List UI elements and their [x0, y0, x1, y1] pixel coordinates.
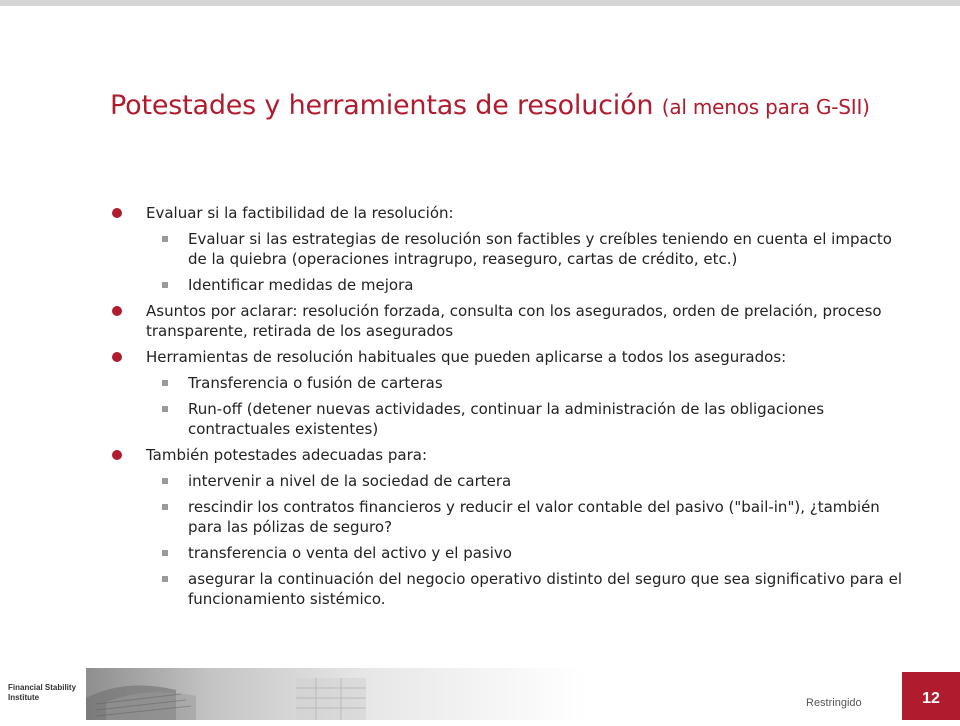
title-main: Potestades y herramientas de resolución	[110, 90, 662, 121]
sub-bullet-text: rescindir los contratos financieros y reducir el valor contable del pasivo ("bail-in"), ¿también para las pólizas de seguro?	[188, 498, 880, 536]
bullet-item	[112, 301, 902, 341]
square-bullet-icon	[162, 406, 168, 412]
building-illustration	[86, 668, 586, 720]
sub-bullet-text: Transferencia o fusión de carteras	[188, 374, 443, 392]
square-bullet-icon	[162, 380, 168, 386]
sub-bullet-item	[112, 569, 902, 609]
bullet-text: También potestades adecuadas para:	[146, 446, 428, 464]
slide-content	[112, 203, 902, 615]
top-bar	[0, 0, 960, 6]
sub-bullet-item	[112, 471, 902, 491]
sub-bullet-text: asegurar la continuación del negocio operativo distinto del seguro que sea significativo para el funcionamiento sistémico.	[188, 570, 903, 608]
bullet-dot-icon	[112, 352, 122, 362]
bullet-text: Herramientas de resolución habituales que pueden aplicarse a todos los asegurados:	[146, 348, 787, 366]
square-bullet-icon	[162, 550, 168, 556]
sub-bullet-item	[112, 275, 902, 295]
square-bullet-icon	[162, 504, 168, 510]
bullet-dot-icon	[112, 450, 122, 460]
sub-bullet-text: Identificar medidas de mejora	[188, 276, 414, 294]
square-bullet-icon	[162, 576, 168, 582]
bullet-item	[112, 203, 902, 223]
sub-bullet-text: Evaluar si las estrategias de resolución son factibles y creíbles teniendo en cuenta el impacto de la quiebra (operaciones intragrupo, reaseguro, cartas de crédito, etc.)	[188, 230, 892, 268]
logo-line-2: Institute	[8, 693, 40, 702]
sub-bullet-item	[112, 229, 902, 269]
title-subtitle: (al menos para G-SII)	[661, 95, 870, 119]
sub-bullet-item	[112, 399, 902, 439]
bullet-item	[112, 445, 902, 465]
square-bullet-icon	[162, 478, 168, 484]
classification-label: Restringido	[806, 697, 862, 709]
sub-bullet-item	[112, 543, 902, 563]
page-number: 12	[902, 672, 960, 720]
logo-line-1: Financial Stability	[8, 683, 77, 692]
sub-bullet-item	[112, 373, 902, 393]
fsi-logo	[8, 683, 82, 703]
sub-bullet-text: transferencia o venta del activo y el pasivo	[188, 544, 512, 562]
building-photo	[86, 668, 586, 720]
sub-bullet-text: intervenir a nivel de la sociedad de cartera	[188, 472, 512, 490]
square-bullet-icon	[162, 236, 168, 242]
square-bullet-icon	[162, 282, 168, 288]
sub-bullet-text: Run-off (detener nuevas actividades, continuar la administración de las obligaciones contractuales existentes)	[188, 400, 825, 438]
bullet-dot-icon	[112, 306, 122, 316]
bullet-item	[112, 347, 902, 367]
slide-title	[110, 88, 870, 125]
bullet-text: Evaluar si la factibilidad de la resolución:	[146, 204, 454, 222]
sub-bullet-item	[112, 497, 902, 537]
bullet-dot-icon	[112, 208, 122, 218]
bullet-text: Asuntos por aclarar: resolución forzada, consulta con los asegurados, orden de prelación, proceso transparente, retirada de los asegurados	[146, 302, 882, 340]
